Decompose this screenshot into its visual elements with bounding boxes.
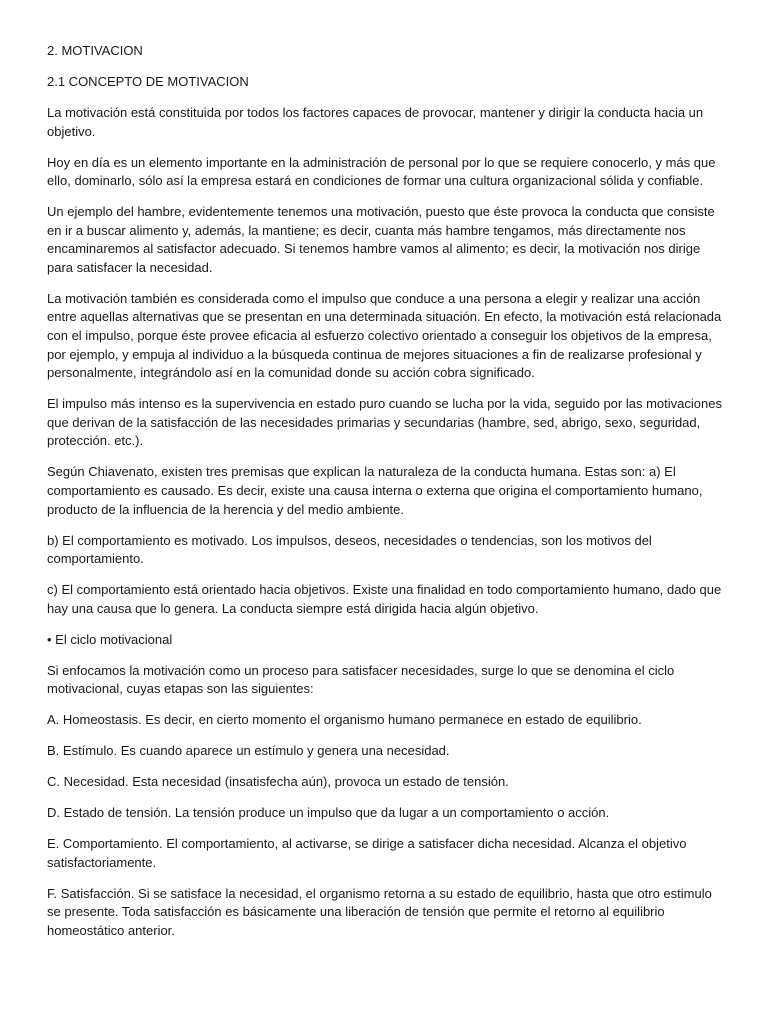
- paragraph-chiavenato: Según Chiavenato, existen tres premisas que explican la naturaleza de la conducta humana. Estas son: a) El comportamiento es causado. Es decir, existe una causa interna o externa que origina el comportamiento humano, producto de la influencia de la herencia y del medio ambiente.: [47, 464, 703, 517]
- list-item-tension: D. Estado de tensión. La tensión produce un impulso que da lugar a un comportamiento o acción.: [47, 805, 610, 821]
- subsection-heading: 2.1 CONCEPTO DE MOTIVACION: [47, 73, 249, 89]
- list-item-satisfaction: F. Satisfacción. Si se satisface la necesidad, el organismo retorna a su estado de equilibrio, hasta que otro estimulo se presente. Toda satisfacción es básicamente una liberación de tensión que permite el retorno al equilibrio homeostático anterior.: [47, 885, 712, 939]
- section-heading: 2. MOTIVACION: [47, 43, 143, 58]
- paragraph-importance: Hoy en día es un elemento importante en la administración de personal por lo que se requiere conocerlo, y más que ello, dominarlo, sólo así la empresa estará en condiciones de formar una cultura organizacional sólida y confiable.: [47, 154, 716, 189]
- paragraph-survival: El impulso más intenso es la supervivencia en estado puro cuando se lucha por la vida, seguido por las motivaciones que derivan de la satisfacción de las necesidades primarias y secundarias (hambre, sed, abrigo, sexo, seguridad, protección. etc.).: [47, 396, 722, 449]
- paragraph-definition: La motivación está constituida por todos los factores capaces de provocar, mantener y dirigir la conducta hacia un objetivo.: [47, 104, 704, 139]
- paragraph-premise-b: b) El comportamiento es motivado. Los impulsos, deseos, necesidades o tendencias, son los motivos del comportamiento.: [47, 532, 652, 567]
- bullet-motivational-cycle: • El ciclo motivacional: [47, 631, 173, 647]
- list-item-homeostasis: A. Homeostasis. Es decir, en cierto momento el organismo humano permanece en estado de equilibrio.: [47, 712, 642, 728]
- paragraph-hunger-example: Un ejemplo del hambre, evidentemente tenemos una motivación, puesto que éste provoca la conducta que consiste en ir a buscar alimento y, además, la mantiene; es decir, cuanta más hambre tengamos, más directamente nos encaminaremos al satisfactor adecuado. Si tenemos hambre vamos al alimento; es decir, la motivación nos dirige para satisfacer la necesidad.: [47, 204, 715, 275]
- paragraph-impulse: La motivación también es considerada como el impulso que conduce a una persona a elegir y realizar una acción entre aquellas alternativas que se presentan en una determinada situación. En efecto, la motivación está relacionada con el impulso, porque éste provee eficacia al esfuerzo colectivo orientado a conseguir los objetivos de la empresa, por ejemplo, y empuja al individuo a la búsqueda continua de mejores situaciones a fin de realizarse profesional y personalmente, integrándolo así en la comunidad donde su acción cobra significado.: [47, 290, 722, 381]
- list-item-behavior: E. Comportamiento. El comportamiento, al activarse, se dirige a satisfacer dicha necesidad. Alcanza el objetivo satisfactoriamente.: [47, 836, 687, 870]
- paragraph-premise-c: c) El comportamiento está orientado hacia objetivos. Existe una finalidad en todo comportamiento humano, dado que hay una causa que lo genera. La conducta siempre está dirigida hacia algún objetivo.: [47, 582, 722, 616]
- list-item-need: C. Necesidad. Esta necesidad (insatisfecha aún), provoca un estado de tensión.: [47, 774, 509, 790]
- paragraph-cycle-intro: Si enfocamos la motivación como un proceso para satisfacer necesidades, surge lo que se denomina el ciclo motivacional, cuyas etapas son las siguientes:: [47, 662, 675, 697]
- list-item-stimulus: B. Estímulo. Es cuando aparece un estímulo y genera una necesidad.: [47, 743, 450, 759]
